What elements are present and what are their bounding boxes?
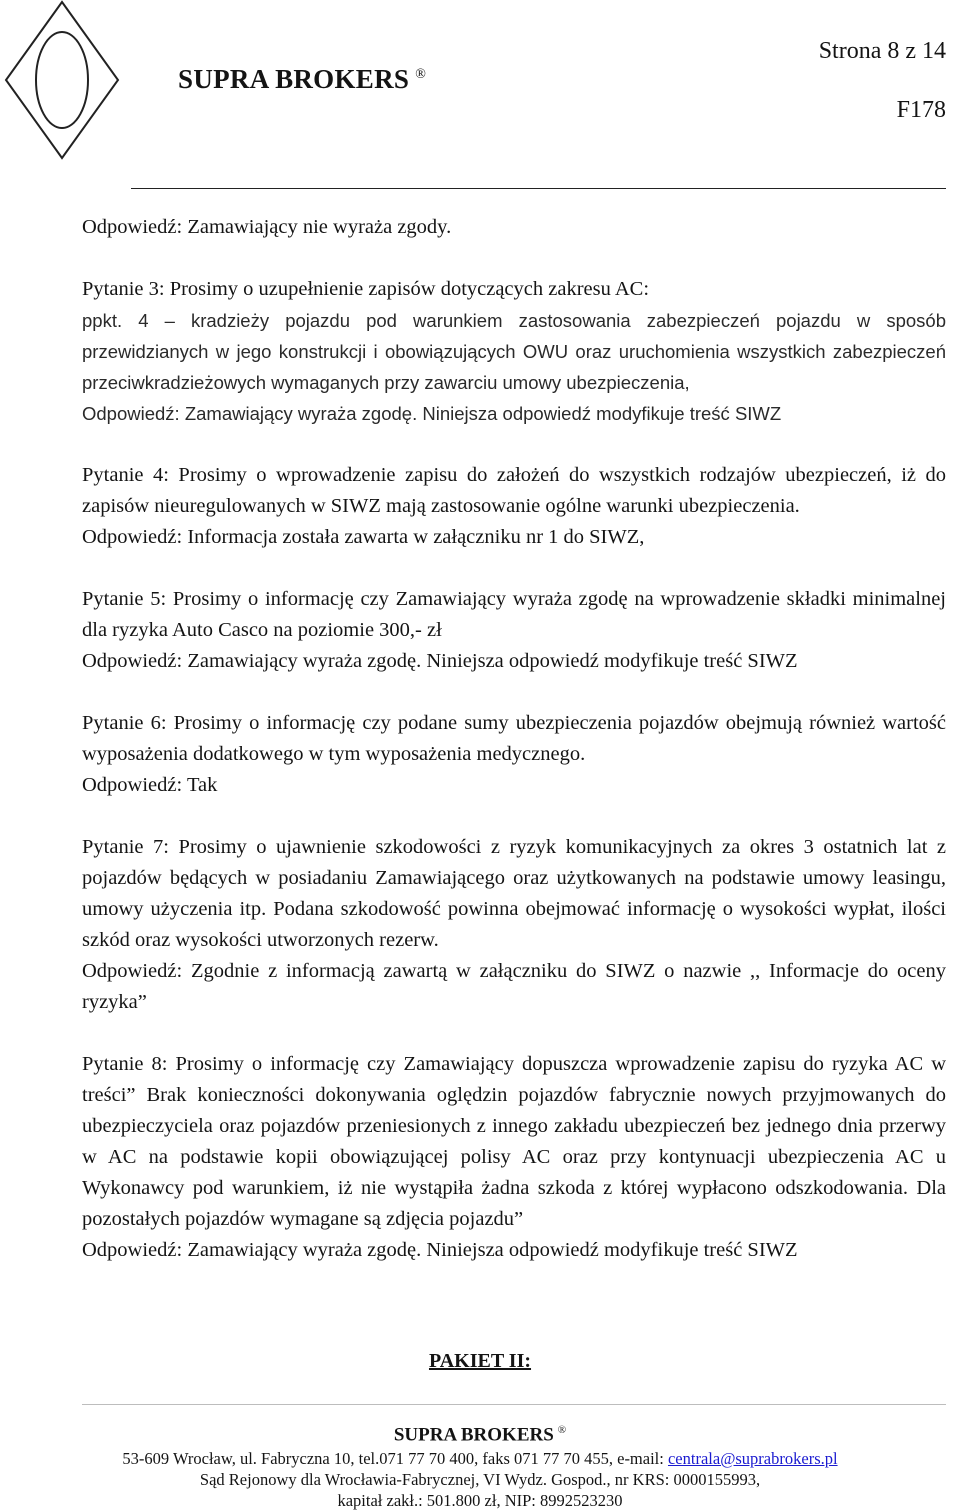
footer-brand: SUPRA BROKERS ® — [393, 1424, 567, 1446]
document-body — [82, 212, 946, 1266]
answer-5: Odpowiedź: Zamawiający wyraża zgodę. Niniejsza odpowiedź modyfikuje treść SIWZ — [82, 650, 798, 672]
question-5: Pytanie 5: Prosimy o informację czy Zamawiający wyraża zgodę na wprowadzenie składki minimalnej dla ryzyka Auto Casco na poziomie 300,- zł — [82, 588, 946, 641]
question-4: Pytanie 4: Prosimy o wprowadzenie zapisu do założeń do wszystkich rodzajów ubezpieczeń, iż do zapisów nieuregulowanych w SIWZ mają zastosowanie ogólne warunki ubezpieczenia. — [82, 464, 947, 517]
question-6: Pytanie 6: Prosimy o informację czy podane sumy ubezpieczenia pojazdów obejmują również wartość wyposażenia dodatkowego w tym wyposażenia medycznego. — [82, 712, 947, 765]
answer-7: Odpowiedź: Zgodnie z informacją zawartą w załączniku do SIWZ o nazwie ,, Informacje do oceny ryzyka” — [82, 960, 946, 1013]
question-label: Pytanie 8: — [82, 1053, 168, 1075]
question-label: Pytanie 5: — [82, 588, 167, 610]
answer-label: Odpowiedź: — [82, 526, 183, 548]
question-7: Pytanie 7: Prosimy o ujawnienie szkodowości z ryzyk komunikacyjnych za okres 3 ostatnich lat z pojazdów będących w posiadaniu Zamawiającego oraz użytkowanych na podstawie umowy leasingu, umowy użyczenia itp. Podana szkodowość powinna obejmować informację o wysokości wypłat, ilości szkód oraz wysokości utworzonych rezerw. — [82, 836, 946, 951]
answer-label: Odpowiedź: — [82, 403, 180, 424]
page-number: Strona 8 z 14 — [818, 38, 946, 64]
answer-3: Odpowiedź: Zamawiający wyraża zgodę. Niniejsza odpowiedź modyfikuje treść SIWZ — [82, 403, 782, 424]
registered-mark: ® — [415, 67, 427, 82]
section-title: PAKIET II: — [428, 1350, 532, 1372]
answer-2: Odpowiedź: Zamawiający nie wyraża zgody. — [82, 216, 452, 238]
question-label: Pytanie 3: — [82, 278, 165, 300]
footer-address: 53-609 Wrocław, ul. Fabryczna 10, tel.071 77 70 400, faks 071 77 70 455, e-mail: centrala@suprabrokers.pl — [122, 1449, 838, 1468]
footer-divider — [82, 1404, 946, 1405]
question-3: Pytanie 3: Prosimy o uzupełnienie zapisów dotyczących zakresu AC: — [82, 278, 650, 300]
question-3-detail: ppkt. 4 – kradzieży pojazdu pod warunkiem zastosowania zabezpieczeń pojazdu w sposób przewidzianych w jego konstrukcji i obowiązujących OWU oraz uruchomienia wszystkich zabezpieczeń przeciwkradzieżowych wymaganych przy zawarciu umowy ubezpieczenia, — [82, 310, 946, 393]
answer-6: Odpowiedź: Tak — [82, 774, 218, 796]
registered-mark: ® — [557, 1424, 567, 1436]
document-code: F178 — [896, 97, 946, 123]
answer-4: Odpowiedź: Informacja została zawarta w załączniku nr 1 do SIWZ, — [82, 526, 645, 548]
footer-capital: kapitał zakł.: 501.800 zł, NIP: 8992523230 — [337, 1491, 623, 1510]
question-label: Pytanie 7: — [82, 836, 169, 858]
answer-label: Odpowiedź: — [82, 216, 183, 238]
answer-label: Odpowiedź: — [82, 960, 183, 982]
question-8: Pytanie 8: Prosimy o informację czy Zamawiający dopuszcza wprowadzenie zapisu do ryzyka AC w treści” Brak konieczności dokonywania oględzin pojazdów fabrycznie nowych przyjmowanych do ubezpieczyciela oraz pojazdów przeniesionych z innego zakładu ubezpieczeń bez jednego dnia przerwy w AC na podstawie kopii obowiązującej polisy AC oraz przy kontynuacji ubezpieczenia AC u Wykonawcy pod warunkiem, iż nie wystąpiła żadna szkoda z której wypłacono odszkodowania. Dla pozostałych pojazdów wymagane są zdjęcia pojazdu” — [82, 1053, 946, 1230]
answer-8: Odpowiedź: Zamawiający wyraża zgodę. Niniejsza odpowiedź modyfikuje treść SIWZ — [82, 1239, 798, 1261]
question-label: Pytanie 4: — [82, 464, 169, 486]
answer-label: Odpowiedź: — [82, 650, 183, 672]
answer-label: Odpowiedź: — [82, 1239, 183, 1261]
header-brand: SUPRA BROKERS ® — [178, 64, 427, 94]
header-divider — [131, 188, 946, 189]
question-label: Pytanie 6: — [82, 712, 167, 734]
footer-email-link[interactable]: centrala@suprabrokers.pl — [667, 1449, 838, 1468]
footer-court: Sąd Rejonowy dla Wrocławia-Fabrycznej, VI Wydz. Gospod., nr KRS: 0000155993, — [199, 1470, 761, 1489]
answer-label: Odpowiedź: — [82, 774, 183, 796]
company-logo — [0, 0, 120, 190]
